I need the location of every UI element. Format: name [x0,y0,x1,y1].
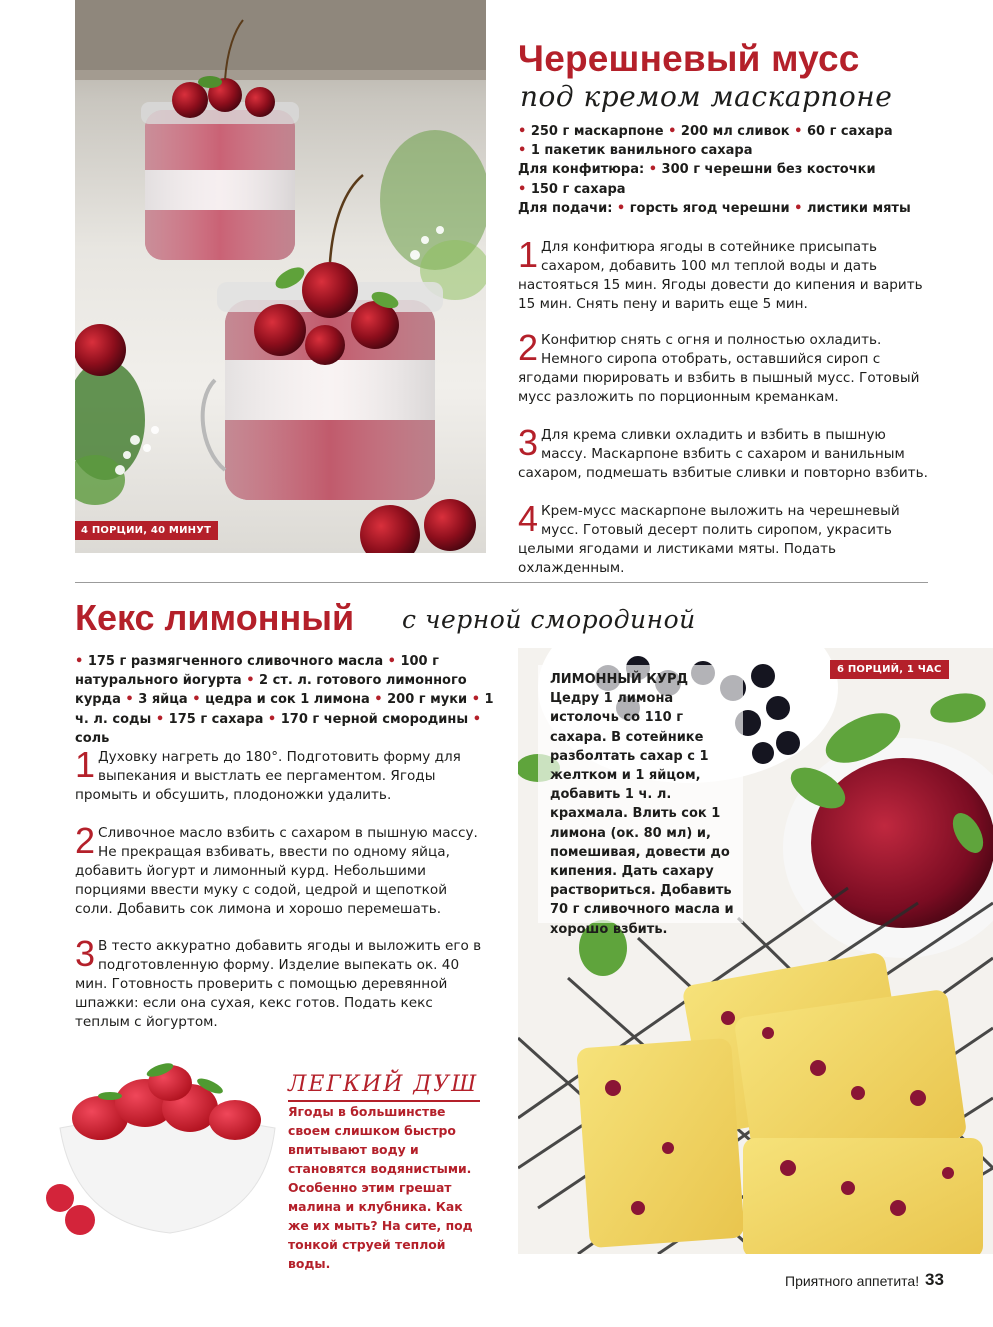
ingredient: 3 яйца [138,692,188,708]
recipe-step [75,933,487,1032]
ingredient: листики мяты [807,200,911,216]
ingredient-list: • 175 г размягченного сливочного масла • 100 г натурального йогурта • 2 ст. л. готового лимонного курда • 3 яйца • цедра и сок 1 лимона • 200 г муки • 1 ч. л. соды • 175 г сахара • 170 г черной смородины • соль [75,654,494,746]
step-number: 3 [518,422,539,463]
magazine-name: Приятного аппетита! [785,1273,920,1289]
ingredient: соль [75,730,110,746]
ingredient: 170 г черной смородины [280,711,469,727]
step-text: Сливочное масло взбить с сахаром в пышную массу. Не прекращая взбивать, ввести по одному яйца, добавить йогурт и лимонный курд. Небольшими порциями ввести муку с содой, цедрой и щепоткой соли. Добавить сок лимона и хорошо перемешать. [75,825,478,917]
step-text: Духовку нагреть до 180°. Подготовить форму для выпекания и выстлать ее пергаментом. Ягоды промыть и обсушить, плодоножки удалить. [75,749,461,803]
ingredient-group-label: Для подачи: [518,200,613,216]
step-number: 1 [518,234,539,275]
step-number: 3 [75,933,96,974]
sidebar-title: ЛИМОННЫЙ КУРД [550,672,689,687]
recipe-subtitle: под кремом маскарпоне [520,80,893,113]
step-number: 1 [75,744,96,785]
servings-time-tag: 4 ПОРЦИИ, 40 МИНУТ [75,521,218,540]
ingredient: 1 ч. л. соды [75,692,494,727]
ingredient: 250 г маскарпоне [530,124,664,139]
step-number: 2 [75,820,96,861]
ingredient: 175 г размягченного сливочного масла [87,654,384,669]
ingredient: 200 г муки [387,692,468,708]
step-text: Конфитюр снять с огня и полностью охладить. Немного сиропа отобрать, оставшийся сироп с ягодами пюрировать и взбить в пышный мусс. Готовый мусс разложить по порционным креманкам. [518,332,920,405]
tip-text: Ягоды в большинстве своем слишком быстро впитывают воду и становятся водянистыми. Особенно этим грешат малина и клубника. Как же их мыть? На сите, под тонкой струей теплой воды. [288,1104,473,1271]
sidebar-text: Цедру 1 лимона истолочь со 110 г сахара. В сотейнике разболтать сахар с 1 желтком и 1 яйцом, добавить 1 ч. л. крахмала. Влить сок 1 лимона (ок. 80 мл) и, помешивая, довести до кипения. Дать сахару раствориться. Добавить 70 г сливочного масла и хорошо взбить. [550,691,734,937]
step-text: В тесто аккуратно добавить ягоды и выложить его в подготовленную форму. Изделие выпекать ок. 40 мин. Готовность проверить с помощью деревянной шпажки: если она сухая, кекс готов. Подать кекс теплым с йогуртом. [75,938,482,1030]
cherry-mousse-photo [75,0,486,553]
recipe-step [75,744,487,805]
recipe-step [518,327,930,407]
ingredient-list: • 250 г маскарпоне • 200 мл сливок • 60 г сахара • 1 пакетик ванильного сахара Для конфитюра: • 300 г черешни без косточки • 150 г сахара Для подачи: • горсть ягод черешни • листики мяты [518,124,911,216]
ingredient: цедра и сок 1 лимона [205,692,370,708]
recipe-step [75,820,487,919]
servings-time-tag: 6 ПОРЦИЙ, 1 ЧАС [830,660,949,679]
section-divider [75,582,928,583]
page-number: 33 [925,1270,944,1289]
step-text: Для крема сливки охладить и взбить в пышную массу. Маскарпоне взбить с сахаром и ванильным сахаром, подмешать взбитые сливки и повторно взбить. [518,427,928,481]
ingredient: 300 г черешни без косточки [661,162,876,178]
ingredient-group-label: Для конфитюра: [518,162,645,178]
step-text: Крем-мусс маскарпоне выложить на черешневый мусс. Готовый десерт полить сиропом, украсить целыми ягодами и листиками мяты. Подать охлажденным. [518,503,900,576]
recipe-title: Черешневый мусс [518,38,860,79]
step-text: Для конфитюра ягоды в сотейнике присыпать сахаром, добавить 100 мл теплой воды и дать настояться 15 мин. Ягоды довести до кипения и варить 15 мин. Снять пену и варить еще 5 мин. [518,239,923,312]
strawberry-bowl-illustration [40,1048,285,1248]
step-number: 2 [518,327,539,368]
ingredient: 150 г сахара [530,181,626,197]
cherry-mousse-illustration [75,0,486,553]
recipe-step [518,498,930,578]
ingredient: 1 пакетик ванильного сахара [530,143,753,159]
lemon-curd-sidebar [550,670,740,939]
recipe-step [518,422,930,483]
recipe-step [518,234,930,314]
strawberry-bowl-photo [40,1048,285,1248]
ingredient: горсть ягод черешни [629,200,790,216]
ingredient: 2 ст. л. готового лимонного курда [75,673,467,708]
ingredient: 100 г натурального йогурта [75,654,439,689]
recipe-title: Кекс лимонный [75,597,355,638]
step-number: 4 [518,498,539,539]
tip-title: ЛЕГКИЙ ДУШ [288,1072,479,1097]
ingredient: 200 мл сливок [680,124,790,139]
recipe-subtitle: с черной смородиной [402,605,696,634]
ingredient: 60 г сахара [806,124,893,139]
ingredient: 175 г сахара [168,711,264,727]
